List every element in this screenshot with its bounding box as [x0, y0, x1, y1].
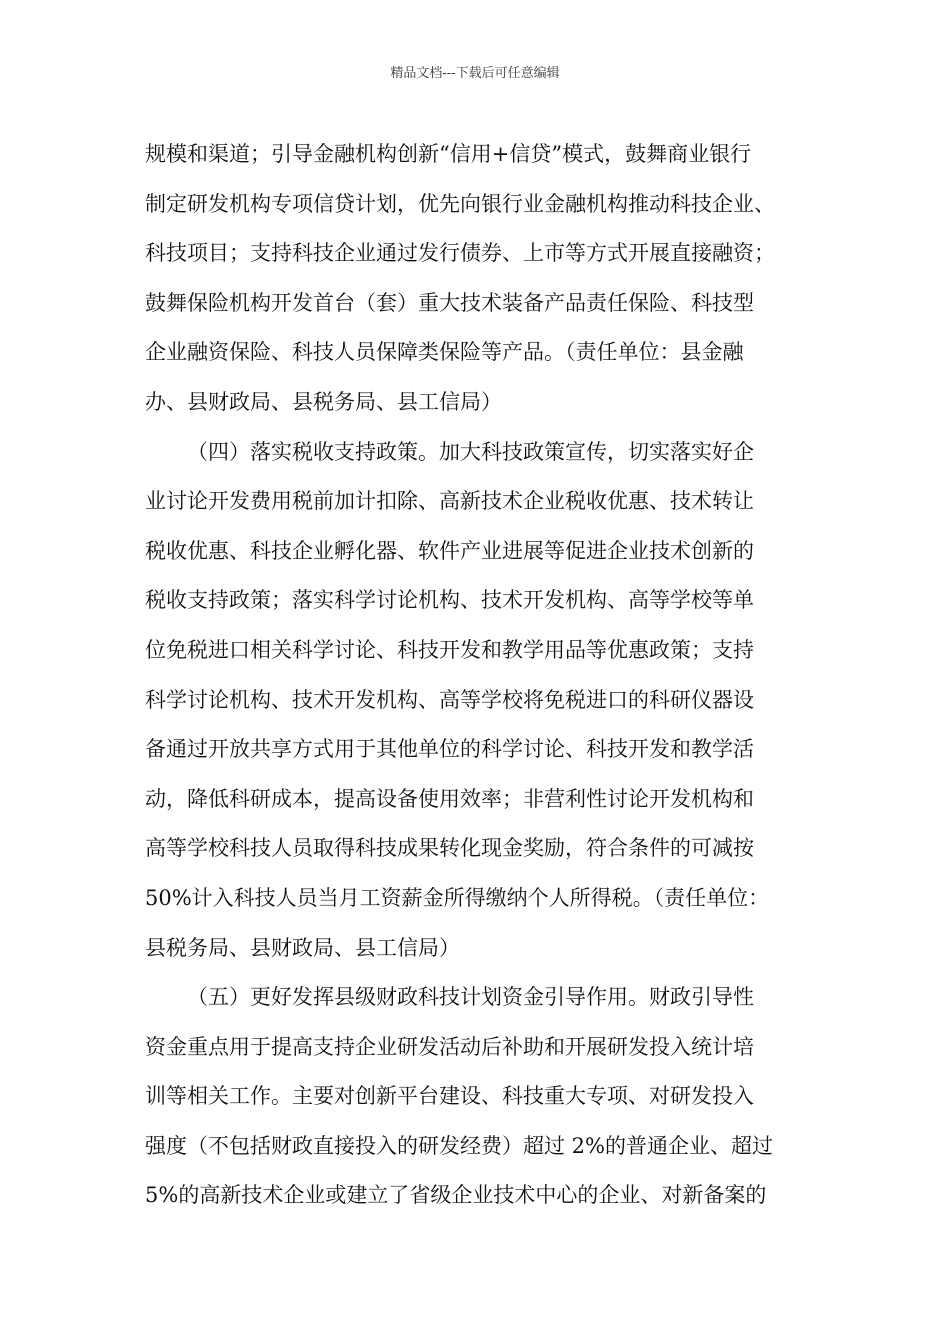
text-line: 税收优惠、科技企业孵化器、软件产业进展等促进企业技术创新的 [145, 538, 754, 563]
text-line: 税收支持政策；落实科学讨论机构、技术开发机构、高等学校等单 [145, 588, 754, 613]
text-line: 企业融资保险、科技人员保障类保险等产品。（责任单位：县金融 [145, 340, 744, 365]
page-header: 精品文档---下载后可任意编辑 [390, 66, 560, 81]
paragraph-heading-line: （四）落实税收支持政策。加大科技政策宣传，切实落实好企 [187, 439, 754, 464]
text-line: 高等学校科技人员取得科技成果转化现金奖励，符合条件的可减按 [145, 836, 754, 861]
text-line: 鼓舞保险机构开发首台（套）重大技术装备产品责任保险、科技型 [145, 290, 754, 315]
document-body [145, 130, 830, 1221]
text-line: 备通过开放共享方式用于其他单位的科学讨论、科技开发和教学活 [145, 737, 754, 762]
text-line: 规模和渠道；引导金融机构创新“信用+信贷”模式，鼓舞商业银行 [145, 142, 752, 166]
text-line: 50%计入科技人员当月工资薪金所得缴纳个人所得税。（责任单位： [145, 885, 770, 910]
text-line: 业讨论开发费用税前加计扣除、高新技术企业税收优惠、技术转让 [145, 489, 754, 514]
text-line: 训等相关工作。主要对创新平台建设、科技重大专项、对研发投入 [145, 1084, 754, 1109]
text-line: 科学讨论机构、技术开发机构、高等学校将免税进口的科研仪器设 [145, 687, 754, 712]
text-line: 位免税进口相关科学讨论、科技开发和教学用品等优惠政策；支持 [145, 637, 754, 662]
text-line: 科技项目；支持科技企业通过发行债券、上市等方式开展直接融资； [145, 241, 775, 266]
text-line: 县税务局、县财政局、县工信局） [145, 935, 460, 960]
text-line: 5%的高新技术企业或建立了省级企业技术中心的企业、对新备案的 [145, 1183, 767, 1208]
text-line: 办、县财政局、县税务局、县工信局） [145, 389, 502, 414]
text-line: 动，降低科研成本，提高设备使用效率；非营利性讨论开发机构和 [145, 786, 754, 811]
text-line: 强度（不包括财政直接投入的研发经费）超过 2%的普通企业、超过 [145, 1133, 773, 1158]
text-line: 制定研发机构专项信贷计划，优先向银行业金融机构推动科技企业、 [145, 191, 775, 216]
text-line: 资金重点用于提高支持企业研发活动后补助和开展研发投入统计培 [145, 1034, 754, 1059]
paragraph-heading-line: （五）更好发挥县级财政科技计划资金引导作用。财政引导性 [187, 985, 754, 1010]
